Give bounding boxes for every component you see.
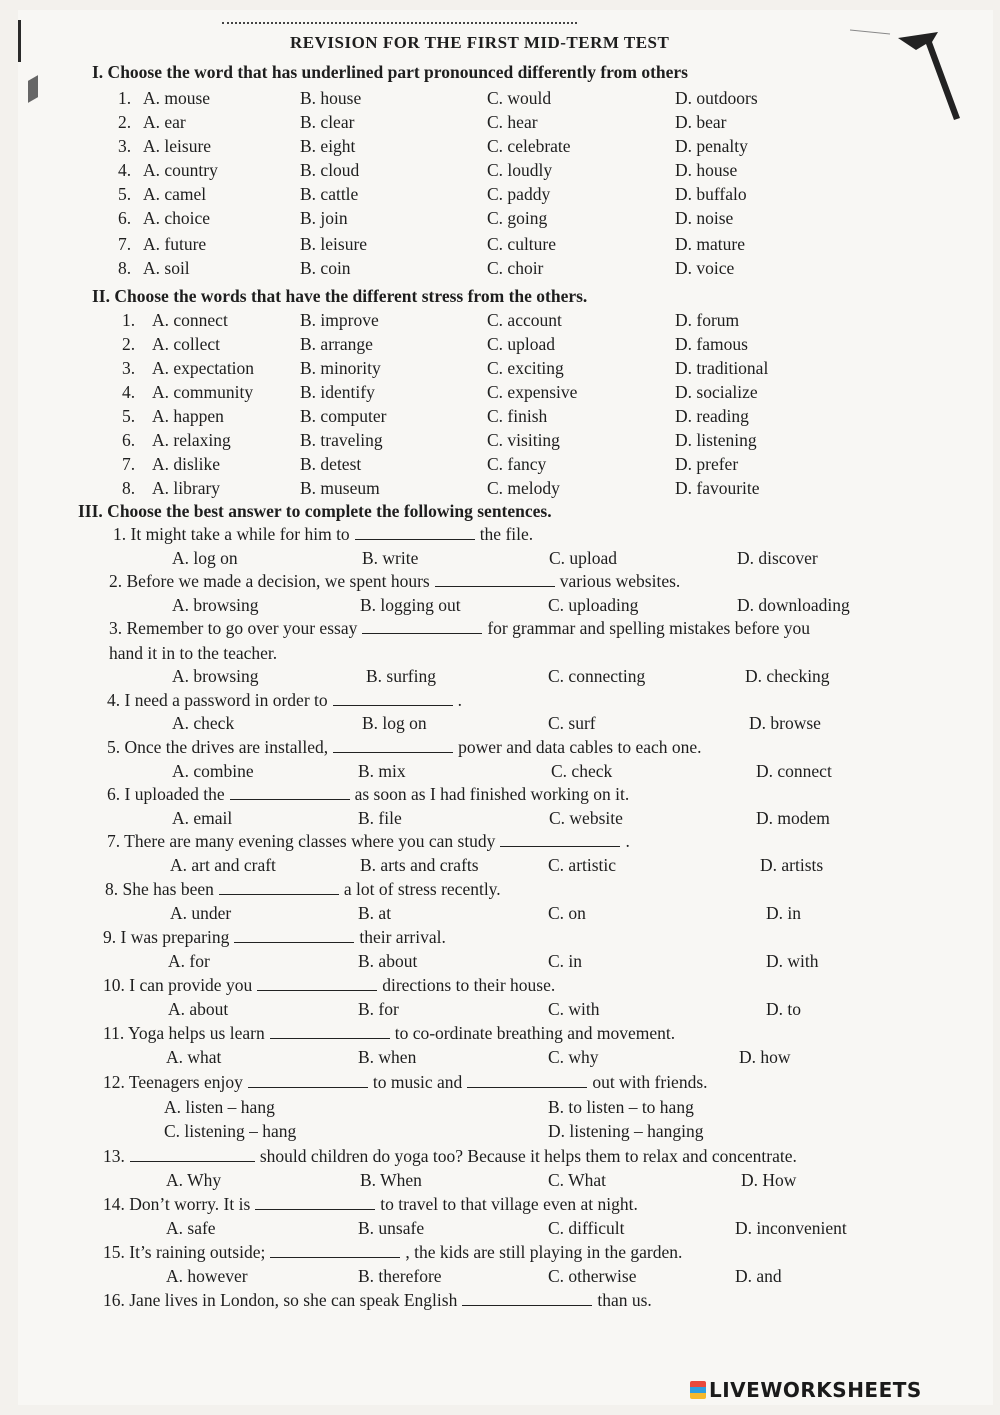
question-number: 1. xyxy=(122,310,136,330)
question-row xyxy=(0,855,1000,877)
question-number: 8. xyxy=(122,478,136,498)
option-d[interactable]: D. favourite xyxy=(675,478,760,498)
question-row xyxy=(0,184,1000,206)
question-number: 6. xyxy=(118,208,132,228)
option-a[interactable]: A. however xyxy=(166,1266,248,1286)
option-d[interactable]: D. connect xyxy=(756,761,832,781)
option-b[interactable]: B. mix xyxy=(358,761,406,781)
option-a[interactable]: A. happen xyxy=(152,406,224,426)
question-q3-stem-continued: hand it in to the teacher. xyxy=(109,643,278,663)
question-q14-stem xyxy=(103,1194,638,1215)
question-row xyxy=(0,1047,1000,1069)
option-a[interactable]: A. about xyxy=(168,999,229,1019)
option-c[interactable]: C. website xyxy=(549,808,623,828)
question-row xyxy=(0,112,1000,134)
option-d[interactable]: D. voice xyxy=(675,258,735,278)
answer-blank[interactable] xyxy=(462,1291,592,1306)
question-q15-stem xyxy=(103,1242,682,1263)
option-b[interactable]: B. arrange xyxy=(300,334,373,354)
question-text: 9. I was preparing xyxy=(103,927,230,947)
option-c[interactable]: C. uploading xyxy=(548,595,639,615)
option-c[interactable]: C. artistic xyxy=(548,855,617,875)
option-a[interactable]: A. library xyxy=(152,478,221,498)
option-c[interactable]: C. fancy xyxy=(487,454,547,474)
question-number: 1. xyxy=(118,88,132,108)
question-text: 11. Yoga helps us learn xyxy=(103,1023,265,1043)
option-c[interactable]: C. loudly xyxy=(487,160,553,180)
option-b[interactable]: B. eight xyxy=(300,136,356,156)
answer-blank[interactable] xyxy=(230,785,350,800)
option-d[interactable]: D. listening xyxy=(675,430,757,450)
option-c[interactable]: C. check xyxy=(551,761,613,781)
question-text: for grammar and spelling mistakes before you xyxy=(487,618,811,638)
option-c[interactable]: C. listening – hang xyxy=(164,1121,297,1141)
question-text: should children do yoga too? Because it helps them to relax and concentrate. xyxy=(259,1146,797,1166)
option-b[interactable]: B. surfing xyxy=(366,666,436,686)
question-text: 15. It’s raining outside; xyxy=(103,1242,266,1262)
option-d[interactable]: D. inconvenient xyxy=(735,1218,847,1238)
answer-blank[interactable] xyxy=(234,928,354,943)
question-q2-stem xyxy=(109,571,680,592)
question-text: 2. Before we made a decision, we spent hours xyxy=(109,571,430,591)
question-q5-stem xyxy=(107,737,702,758)
option-c[interactable]: C. expensive xyxy=(487,382,578,402)
option-a[interactable]: A. for xyxy=(168,951,210,971)
question-row xyxy=(0,160,1000,182)
option-b[interactable]: B. cattle xyxy=(300,184,359,204)
option-b[interactable]: B. unsafe xyxy=(358,1218,425,1238)
option-a[interactable]: A. camel xyxy=(143,184,207,204)
option-b[interactable]: B. house xyxy=(300,88,362,108)
option-b[interactable]: B. clear xyxy=(300,112,355,132)
question-text: as soon as I had finished working on it. xyxy=(354,784,630,804)
page-title: REVISION FOR THE FIRST MID-TERM TEST xyxy=(290,33,670,52)
option-a[interactable]: A. what xyxy=(166,1047,222,1067)
option-d[interactable]: D. house xyxy=(675,160,738,180)
question-number: 6. xyxy=(122,430,136,450)
option-c[interactable]: C. exciting xyxy=(487,358,564,378)
option-d[interactable]: D. modem xyxy=(756,808,830,828)
option-d[interactable]: D. socialize xyxy=(675,382,758,402)
question-q4-stem xyxy=(107,690,462,711)
question-q1-stem xyxy=(113,524,533,545)
option-c[interactable]: C. otherwise xyxy=(548,1266,637,1286)
question-text: 1. It might take a while for him to xyxy=(113,524,350,544)
option-a[interactable]: A. log on xyxy=(172,548,238,568)
option-a[interactable]: A. connect xyxy=(152,310,228,330)
option-c[interactable]: C. on xyxy=(548,903,586,923)
corner-arrow-icon xyxy=(850,0,1000,130)
answer-blank[interactable] xyxy=(248,1073,368,1088)
question-number: 3. xyxy=(122,358,136,378)
option-b[interactable]: B. logging out xyxy=(360,595,461,615)
option-d[interactable]: D. browse xyxy=(749,713,821,733)
liveworksheets-icon xyxy=(690,1381,706,1399)
question-row xyxy=(0,334,1000,356)
option-d[interactable]: D. penalty xyxy=(675,136,748,156)
question-q3-stem xyxy=(109,618,810,639)
question-text: to co-ordinate breathing and movement. xyxy=(394,1023,676,1043)
question-row xyxy=(0,951,1000,973)
question-q6-stem xyxy=(107,784,629,805)
question-row xyxy=(0,310,1000,332)
option-a[interactable]: A. combine xyxy=(172,761,254,781)
option-c[interactable]: C. visiting xyxy=(487,430,560,450)
option-b[interactable]: B. join xyxy=(300,208,348,228)
question-text: power and data cables to each one. xyxy=(458,737,702,757)
question-q7-stem xyxy=(107,831,630,852)
answer-blank[interactable] xyxy=(500,832,620,847)
question-q10-stem xyxy=(103,975,555,996)
option-b[interactable]: B. minority xyxy=(300,358,381,378)
option-a[interactable]: A. future xyxy=(143,234,207,254)
option-a[interactable]: A. leisure xyxy=(143,136,212,156)
option-b[interactable]: B. when xyxy=(358,1047,417,1067)
question-text: than us. xyxy=(597,1290,652,1310)
question-number: 3. xyxy=(118,136,132,156)
option-a[interactable]: A. check xyxy=(172,713,235,733)
option-a[interactable]: A. dislike xyxy=(152,454,221,474)
answer-blank[interactable] xyxy=(270,1024,390,1039)
option-c[interactable]: C. with xyxy=(548,999,600,1019)
question-text: 7. There are many evening classes where you can study xyxy=(107,831,496,851)
question-number: 4. xyxy=(122,382,136,402)
option-b[interactable]: B. When xyxy=(360,1170,422,1190)
option-d[interactable]: D. reading xyxy=(675,406,749,426)
option-b[interactable]: B. computer xyxy=(300,406,387,426)
question-text: 3. Remember to go over your essay xyxy=(109,618,358,638)
option-c[interactable]: C. melody xyxy=(487,478,560,498)
option-c[interactable]: C. why xyxy=(548,1047,599,1067)
option-b[interactable]: B. museum xyxy=(300,478,380,498)
option-a[interactable]: A. ear xyxy=(143,112,186,132)
option-d[interactable]: D. traditional xyxy=(675,358,769,378)
question-text: directions to their house. xyxy=(382,975,556,995)
option-d[interactable]: D. to xyxy=(766,999,801,1019)
answer-blank[interactable] xyxy=(333,738,453,753)
question-text: 12. Teenagers enjoy xyxy=(103,1072,243,1092)
question-row xyxy=(0,761,1000,783)
option-a[interactable]: A. browsing xyxy=(172,595,259,615)
option-a[interactable]: A. browsing xyxy=(172,666,259,686)
question-q9-stem xyxy=(103,927,446,948)
option-d[interactable]: D. and xyxy=(735,1266,782,1286)
option-b[interactable]: B. at xyxy=(358,903,392,923)
option-c[interactable]: C. going xyxy=(487,208,548,228)
question-text: 6. I uploaded the xyxy=(107,784,225,804)
question-row xyxy=(0,478,1000,500)
option-d[interactable]: D. buffalo xyxy=(675,184,747,204)
option-b[interactable]: B. improve xyxy=(300,310,379,330)
option-a[interactable]: A. collect xyxy=(152,334,221,354)
question-number: 5. xyxy=(122,406,136,426)
option-b[interactable]: B. write xyxy=(362,548,419,568)
option-d[interactable]: D. prefer xyxy=(675,454,739,474)
answer-blank[interactable] xyxy=(130,1147,255,1162)
section-2-heading: II. Choose the words that have the different stress from the others. xyxy=(92,286,588,306)
option-c[interactable]: C. celebrate xyxy=(487,136,571,156)
option-a[interactable]: A. mouse xyxy=(143,88,211,108)
option-b[interactable]: B. file xyxy=(358,808,402,828)
question-row xyxy=(0,903,1000,925)
dotted-line xyxy=(222,22,577,24)
option-a[interactable]: A. country xyxy=(143,160,218,180)
question-row xyxy=(0,808,1000,830)
answer-blank[interactable] xyxy=(255,1195,375,1210)
option-d[interactable]: D. mature xyxy=(675,234,745,254)
question-number: 7. xyxy=(118,234,132,254)
question-row xyxy=(0,208,1000,230)
option-a[interactable]: A. community xyxy=(152,382,254,402)
question-q16-stem xyxy=(103,1290,652,1311)
option-d[interactable]: D. checking xyxy=(745,666,830,686)
question-row xyxy=(0,999,1000,1021)
question-q12-stem xyxy=(103,1072,708,1093)
option-c[interactable]: C. What xyxy=(548,1170,607,1190)
question-text: 16. Jane lives in London, so she can speak English xyxy=(103,1290,458,1310)
question-row xyxy=(0,1218,1000,1240)
question-q8-stem xyxy=(105,879,501,900)
option-b[interactable]: B. leisure xyxy=(300,234,368,254)
option-d[interactable]: D. discover xyxy=(737,548,818,568)
option-b[interactable]: B. to listen – to hang xyxy=(548,1097,694,1117)
option-b[interactable]: B. log on xyxy=(362,713,427,733)
option-b[interactable]: B. about xyxy=(358,951,418,971)
question-text: 14. Don’t worry. It is xyxy=(103,1194,251,1214)
question-row xyxy=(0,234,1000,256)
liveworksheets-logo xyxy=(690,1378,922,1402)
option-a[interactable]: A. art and craft xyxy=(170,855,276,875)
option-b[interactable]: B. identify xyxy=(300,382,375,402)
question-row xyxy=(0,713,1000,735)
question-text: their arrival. xyxy=(359,927,446,947)
answer-blank[interactable] xyxy=(333,691,453,706)
option-c[interactable]: C. upload xyxy=(487,334,556,354)
question-text: , the kids are still playing in the garden. xyxy=(405,1242,683,1262)
answer-blank[interactable] xyxy=(362,619,482,634)
option-c[interactable]: C. surf xyxy=(548,713,596,733)
option-c[interactable]: C. choir xyxy=(487,258,544,278)
question-row xyxy=(0,88,1000,110)
question-q11-stem xyxy=(103,1023,675,1044)
option-a[interactable]: A. safe xyxy=(166,1218,216,1238)
option-a[interactable]: A. Why xyxy=(166,1170,222,1190)
option-d[interactable]: D. How xyxy=(741,1170,797,1190)
option-b[interactable]: B. therefore xyxy=(358,1266,442,1286)
question-row xyxy=(0,382,1000,404)
option-d[interactable]: D. noise xyxy=(675,208,734,228)
option-d[interactable]: D. downloading xyxy=(737,595,850,615)
answer-blank[interactable] xyxy=(257,976,377,991)
question-text: . xyxy=(457,690,463,710)
option-b[interactable]: B. cloud xyxy=(300,160,360,180)
answer-blank[interactable] xyxy=(270,1243,400,1258)
option-c[interactable]: C. in xyxy=(548,951,583,971)
question-number: 4. xyxy=(118,160,132,180)
answer-blank[interactable] xyxy=(219,880,339,895)
question-text: 10. I can provide you xyxy=(103,975,253,995)
option-a[interactable]: A. expectation xyxy=(152,358,255,378)
question-row xyxy=(0,136,1000,158)
question-row xyxy=(0,1170,1000,1192)
option-d[interactable]: D. famous xyxy=(675,334,748,354)
question-row xyxy=(0,595,1000,617)
scan-edge-mark xyxy=(18,20,21,62)
question-text: 8. She has been xyxy=(105,879,214,899)
option-c[interactable]: C. finish xyxy=(487,406,548,426)
section-1-heading: I. Choose the word that has underlined part pronounced differently from others xyxy=(92,62,688,82)
question-number: 2. xyxy=(118,112,132,132)
option-c[interactable]: C. account xyxy=(487,310,562,330)
footer-brand: LIVEWORKSHEETS xyxy=(709,1378,922,1402)
option-d[interactable]: D. forum xyxy=(675,310,740,330)
question-row xyxy=(0,666,1000,688)
answer-blank[interactable] xyxy=(355,525,475,540)
question-row xyxy=(0,1097,1000,1119)
question-text: to travel to that village even at night. xyxy=(380,1194,638,1214)
answer-blank[interactable] xyxy=(435,572,555,587)
question-number: 2. xyxy=(122,334,136,354)
question-text: 13. xyxy=(103,1146,125,1166)
section-3-heading: III. Choose the best answer to complete the following sentences. xyxy=(78,501,552,521)
question-row xyxy=(0,430,1000,452)
question-text: the file. xyxy=(479,524,534,544)
option-a[interactable]: A. choice xyxy=(143,208,211,228)
option-d[interactable]: D. listening – hanging xyxy=(548,1121,704,1141)
option-c[interactable]: C. paddy xyxy=(487,184,551,204)
question-text: . xyxy=(625,831,630,851)
option-d[interactable]: D. outdoors xyxy=(675,88,758,108)
option-d[interactable]: D. artists xyxy=(760,855,824,875)
question-text: out with friends. xyxy=(592,1072,708,1092)
question-row xyxy=(0,358,1000,380)
question-row xyxy=(0,1266,1000,1288)
question-q13-stem xyxy=(103,1146,797,1167)
option-d[interactable]: D. how xyxy=(739,1047,791,1067)
option-a[interactable]: A. soil xyxy=(143,258,190,278)
option-c[interactable]: C. upload xyxy=(549,548,618,568)
option-a[interactable]: A. relaxing xyxy=(152,430,231,450)
question-row xyxy=(0,258,1000,280)
option-c[interactable]: C. would xyxy=(487,88,552,108)
question-row xyxy=(0,1121,1000,1143)
option-d[interactable]: D. bear xyxy=(675,112,727,132)
option-c[interactable]: C. hear xyxy=(487,112,538,132)
question-row xyxy=(0,406,1000,428)
question-text: various websites. xyxy=(559,571,681,591)
question-number: 7. xyxy=(122,454,136,474)
option-a[interactable]: A. email xyxy=(172,808,233,828)
question-text: 4. I need a password in order to xyxy=(107,690,328,710)
option-b[interactable]: B. coin xyxy=(300,258,351,278)
question-row xyxy=(0,454,1000,476)
option-d[interactable]: D. with xyxy=(766,951,819,971)
option-b[interactable]: B. arts and crafts xyxy=(360,855,479,875)
option-c[interactable]: C. difficult xyxy=(548,1218,625,1238)
answer-blank[interactable] xyxy=(467,1073,587,1088)
option-c[interactable]: C. culture xyxy=(487,234,557,254)
option-b[interactable]: B. for xyxy=(358,999,399,1019)
option-b[interactable]: B. traveling xyxy=(300,430,383,450)
option-a[interactable]: A. listen – hang xyxy=(164,1097,275,1117)
option-b[interactable]: B. detest xyxy=(300,454,362,474)
question-text: to music and xyxy=(372,1072,463,1092)
option-a[interactable]: A. under xyxy=(170,903,232,923)
question-text: 5. Once the drives are installed, xyxy=(107,737,329,757)
question-text: a lot of stress recently. xyxy=(343,879,501,899)
option-d[interactable]: D. in xyxy=(766,903,801,923)
question-number: 5. xyxy=(118,184,132,204)
question-row xyxy=(0,548,1000,570)
question-number: 8. xyxy=(118,258,132,278)
option-c[interactable]: C. connecting xyxy=(548,666,646,686)
